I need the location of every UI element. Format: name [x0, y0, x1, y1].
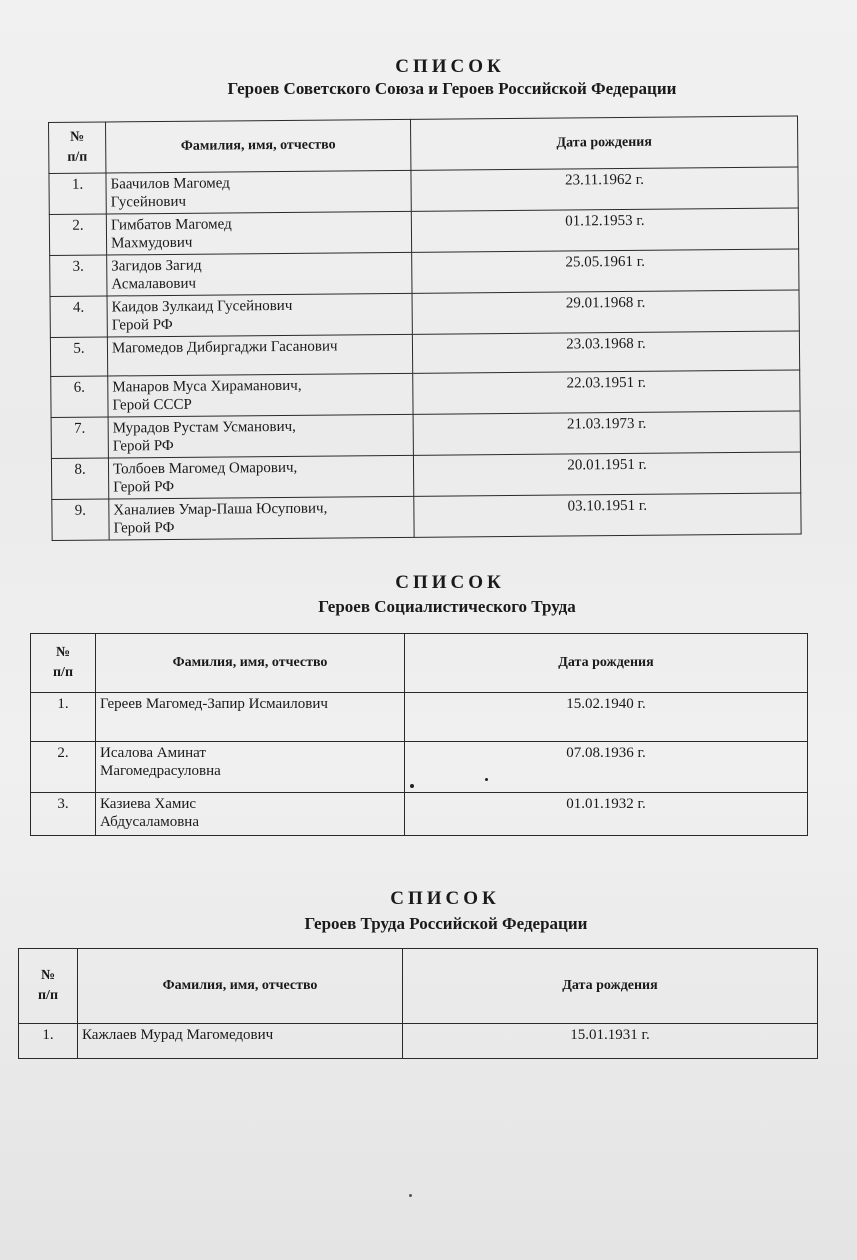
person-name: Мурадов Рустам Усманович, Герой РФ: [108, 414, 413, 458]
person-name: Магомедов Дибиргаджи Гасанович: [107, 334, 412, 376]
birth-date: 15.01.1931 г.: [403, 1024, 818, 1059]
table-header-row: [31, 634, 808, 693]
row-number: 9.: [52, 499, 109, 540]
row-number: 3.: [31, 793, 96, 836]
person-name: Загидов Загид Асмалавович: [107, 252, 412, 296]
row-number: 7.: [51, 417, 108, 458]
table-row: [50, 249, 799, 297]
list-3-title: СПИСОК: [390, 888, 500, 909]
table-row: [19, 1024, 818, 1059]
list-3-table: [18, 948, 818, 1059]
header-name: Фамилия, имя, отчество: [106, 119, 411, 173]
birth-date: 01.01.1932 г.: [405, 793, 808, 836]
header-num: № п/п: [31, 634, 96, 693]
paper-speck: [410, 784, 414, 788]
row-number: 3.: [50, 255, 107, 296]
header-date: Дата рождения: [410, 116, 797, 170]
row-number: 1.: [19, 1024, 78, 1059]
table-row: [50, 331, 799, 377]
row-number: 1.: [31, 693, 96, 742]
row-number: 1.: [49, 173, 106, 214]
list-3-subtitle: Героев Труда Российской Федерации: [304, 914, 588, 933]
person-name: Исалова Аминат Магомедрасуловна: [96, 742, 405, 793]
birth-date: 03.10.1951 г.: [414, 493, 801, 537]
paper-speck: [485, 778, 488, 781]
list-1-table: [48, 115, 802, 541]
header-name: Фамилия, имя, отчество: [96, 634, 405, 693]
row-number: 2.: [31, 742, 96, 793]
person-name: Манаров Муса Хираманович, Герой СССР: [108, 373, 413, 417]
birth-date: 20.01.1951 г.: [413, 452, 800, 496]
header-date: Дата рождения: [403, 949, 818, 1024]
table-row: [51, 411, 800, 459]
table-row: [49, 208, 798, 256]
table-row: [31, 693, 808, 742]
birth-date: 23.03.1968 г.: [412, 331, 799, 373]
person-name: Гереев Магомед-Запир Исмаилович: [96, 693, 405, 742]
table-row: [31, 793, 808, 836]
header-date: Дата рождения: [405, 634, 808, 693]
table-row: [52, 493, 801, 541]
list-2-table: [30, 633, 808, 836]
birth-date: 23.11.1962 г.: [411, 167, 798, 211]
row-number: 5.: [50, 337, 107, 376]
list-2-subtitle: Героев Социалистического Труда: [318, 597, 576, 616]
table-row: [31, 742, 808, 793]
header-num: № п/п: [49, 122, 106, 173]
person-name: Кажлаев Мурад Магомедович: [78, 1024, 403, 1059]
list-1-subtitle: Героев Советского Союза и Героев Российской Федерации: [227, 79, 677, 98]
table-row: [51, 370, 800, 418]
row-number: 2.: [49, 214, 106, 255]
table-header-row: [49, 116, 798, 174]
person-name: Каидов Зулкаид Гусейнович Герой РФ: [107, 293, 412, 337]
paper-speck: [409, 1194, 412, 1197]
birth-date: 29.01.1968 г.: [412, 290, 799, 334]
list-1-title: СПИСОК: [395, 56, 505, 77]
table-row: [51, 452, 800, 500]
row-number: 6.: [51, 376, 108, 417]
table-row: [50, 290, 799, 338]
row-number: 4.: [50, 296, 107, 337]
birth-date: 15.02.1940 г.: [405, 693, 808, 742]
person-name: Казиева Хамис Абдусаламовна: [96, 793, 405, 836]
birth-date: 01.12.1953 г.: [411, 208, 798, 252]
header-name: Фамилия, имя, отчество: [78, 949, 403, 1024]
person-name: Толбоев Магомед Омарович, Герой РФ: [108, 455, 413, 499]
table-row: [49, 167, 798, 215]
birth-date: 21.03.1973 г.: [413, 411, 800, 455]
row-number: 8.: [51, 458, 108, 499]
person-name: Гимбатов Магомед Махмудович: [106, 211, 411, 255]
person-name: Баачилов Магомед Гусейнович: [106, 170, 411, 214]
person-name: Ханалиев Умар-Паша Юсупович, Герой РФ: [109, 496, 414, 540]
birth-date: 07.08.1936 г.: [405, 742, 808, 793]
header-num: № п/п: [19, 949, 78, 1024]
birth-date: 22.03.1951 г.: [413, 370, 800, 414]
table-header-row: [19, 949, 818, 1024]
list-2-title: СПИСОК: [395, 572, 505, 593]
birth-date: 25.05.1961 г.: [412, 249, 799, 293]
